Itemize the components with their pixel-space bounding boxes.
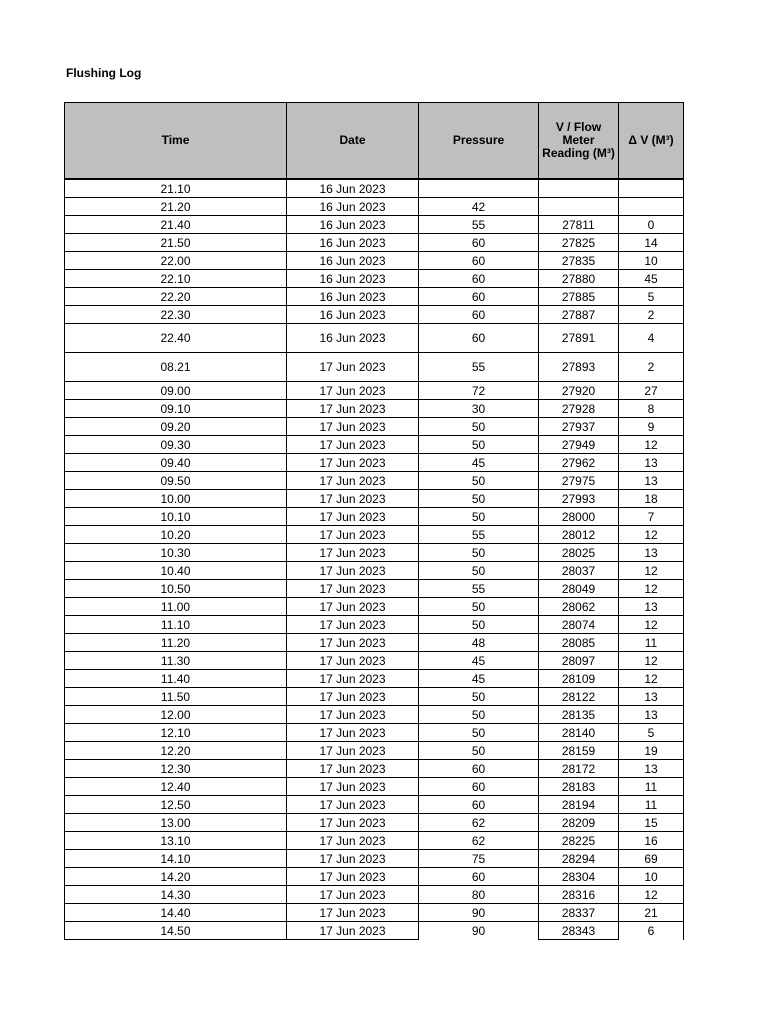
cell-date: 17 Jun 2023 [287,490,419,508]
cell-flow-reading: 28337 [539,904,619,922]
cell-flow-reading: 27893 [539,353,619,382]
table-row [65,598,684,616]
cell-date: 17 Jun 2023 [287,778,419,796]
cell-date: 17 Jun 2023 [287,454,419,472]
cell-flow-reading: 28343 [539,922,619,940]
cell-delta-v: 15 [619,814,684,832]
cell-pressure: 62 [419,832,539,850]
cell-date: 16 Jun 2023 [287,270,419,288]
cell-date: 16 Jun 2023 [287,234,419,252]
cell-pressure: 45 [419,670,539,688]
cell-pressure: 50 [419,688,539,706]
cell-pressure: 50 [419,616,539,634]
cell-flow-reading: 28304 [539,868,619,886]
cell-time: 09.00 [65,382,287,400]
cell-pressure: 72 [419,382,539,400]
cell-delta-v: 13 [619,544,684,562]
cell-time: 22.20 [65,288,287,306]
cell-flow-reading: 28085 [539,634,619,652]
cell-delta-v: 12 [619,652,684,670]
cell-flow-reading [539,179,619,198]
cell-pressure: 42 [419,198,539,216]
cell-delta-v: 13 [619,706,684,724]
cell-date: 16 Jun 2023 [287,198,419,216]
cell-date: 17 Jun 2023 [287,652,419,670]
table-row [65,580,684,598]
cell-time: 10.50 [65,580,287,598]
table-row [65,418,684,436]
cell-flow-reading: 27825 [539,234,619,252]
cell-date: 17 Jun 2023 [287,616,419,634]
cell-delta-v: 13 [619,454,684,472]
cell-date: 17 Jun 2023 [287,418,419,436]
cell-delta-v: 9 [619,418,684,436]
cell-time: 14.20 [65,868,287,886]
table-row [65,198,684,216]
cell-delta-v: 12 [619,616,684,634]
cell-flow-reading: 28097 [539,652,619,670]
cell-date: 17 Jun 2023 [287,760,419,778]
table-row [65,850,684,868]
table-row [65,324,684,353]
cell-pressure: 48 [419,634,539,652]
cell-time: 22.40 [65,324,287,353]
cell-time: 11.10 [65,616,287,634]
table-row [65,490,684,508]
cell-pressure: 55 [419,353,539,382]
cell-delta-v: 12 [619,562,684,580]
cell-time: 10.20 [65,526,287,544]
cell-date: 17 Jun 2023 [287,436,419,454]
cell-time: 13.10 [65,832,287,850]
cell-time: 09.40 [65,454,287,472]
cell-pressure: 50 [419,706,539,724]
cell-flow-reading: 28316 [539,886,619,904]
cell-date: 16 Jun 2023 [287,216,419,234]
cell-pressure: 60 [419,796,539,814]
cell-pressure: 50 [419,724,539,742]
cell-time: 12.00 [65,706,287,724]
table-row [65,288,684,306]
cell-date: 17 Jun 2023 [287,598,419,616]
cell-delta-v: 13 [619,598,684,616]
cell-pressure: 55 [419,526,539,544]
cell-flow-reading: 28122 [539,688,619,706]
cell-delta-v: 11 [619,634,684,652]
cell-pressure: 60 [419,324,539,353]
cell-time: 12.10 [65,724,287,742]
cell-flow-reading: 27993 [539,490,619,508]
cell-flow-reading: 28209 [539,814,619,832]
cell-pressure: 50 [419,742,539,760]
cell-time: 09.50 [65,472,287,490]
cell-time: 13.00 [65,814,287,832]
table-row [65,670,684,688]
cell-time: 14.50 [65,922,287,940]
cell-date: 17 Jun 2023 [287,724,419,742]
cell-time: 11.50 [65,688,287,706]
cell-flow-reading: 28109 [539,670,619,688]
cell-pressure: 90 [419,922,539,940]
cell-delta-v: 10 [619,252,684,270]
cell-date: 17 Jun 2023 [287,850,419,868]
cell-date: 17 Jun 2023 [287,562,419,580]
cell-flow-reading: 28074 [539,616,619,634]
page-title: Flushing Log [66,66,142,80]
cell-time: 09.10 [65,400,287,418]
cell-date: 17 Jun 2023 [287,382,419,400]
cell-pressure: 62 [419,814,539,832]
cell-date: 17 Jun 2023 [287,814,419,832]
cell-flow-reading: 28000 [539,508,619,526]
cell-pressure: 60 [419,234,539,252]
cell-time: 12.50 [65,796,287,814]
table-row [65,306,684,324]
cell-flow-reading: 28062 [539,598,619,616]
table-row [65,252,684,270]
cell-flow-reading: 28140 [539,724,619,742]
cell-pressure: 50 [419,598,539,616]
table-row [65,832,684,850]
cell-time: 11.30 [65,652,287,670]
table-row [65,179,684,198]
cell-delta-v: 11 [619,778,684,796]
cell-delta-v: 8 [619,400,684,418]
cell-flow-reading: 27920 [539,382,619,400]
table-body [65,179,684,940]
table-row [65,634,684,652]
cell-flow-reading: 28012 [539,526,619,544]
cell-time: 21.20 [65,198,287,216]
cell-flow-reading: 28159 [539,742,619,760]
cell-pressure: 90 [419,904,539,922]
cell-date: 17 Jun 2023 [287,742,419,760]
cell-flow-reading: 28294 [539,850,619,868]
table-row [65,400,684,418]
cell-pressure: 50 [419,418,539,436]
cell-flow-reading [539,198,619,216]
cell-delta-v: 13 [619,688,684,706]
cell-flow-reading: 27962 [539,454,619,472]
cell-pressure: 55 [419,216,539,234]
cell-time: 11.20 [65,634,287,652]
cell-date: 17 Jun 2023 [287,544,419,562]
cell-time: 21.50 [65,234,287,252]
cell-pressure: 75 [419,850,539,868]
cell-time: 14.40 [65,904,287,922]
column-header-time: Time [65,103,287,180]
cell-flow-reading: 28025 [539,544,619,562]
cell-delta-v: 18 [619,490,684,508]
cell-date: 16 Jun 2023 [287,179,419,198]
cell-time: 22.00 [65,252,287,270]
cell-flow-reading: 28135 [539,706,619,724]
table-row [65,922,684,940]
table-row [65,796,684,814]
cell-time: 08.21 [65,353,287,382]
cell-delta-v: 2 [619,353,684,382]
cell-flow-reading: 27949 [539,436,619,454]
cell-flow-reading: 28172 [539,760,619,778]
cell-time: 14.10 [65,850,287,868]
cell-pressure: 45 [419,652,539,670]
table-row [65,270,684,288]
cell-time: 10.00 [65,490,287,508]
cell-pressure: 45 [419,454,539,472]
cell-delta-v: 7 [619,508,684,526]
cell-flow-reading: 27880 [539,270,619,288]
cell-delta-v: 13 [619,760,684,778]
cell-pressure: 30 [419,400,539,418]
table-row [65,353,684,382]
cell-date: 17 Jun 2023 [287,400,419,418]
cell-pressure: 50 [419,472,539,490]
cell-pressure: 60 [419,778,539,796]
cell-pressure: 60 [419,288,539,306]
cell-time: 14.30 [65,886,287,904]
cell-delta-v: 12 [619,670,684,688]
cell-delta-v: 12 [619,580,684,598]
cell-date: 17 Jun 2023 [287,868,419,886]
cell-delta-v: 19 [619,742,684,760]
table-row [65,234,684,252]
table-row [65,544,684,562]
cell-date: 17 Jun 2023 [287,796,419,814]
cell-flow-reading: 27811 [539,216,619,234]
cell-date: 17 Jun 2023 [287,922,419,940]
cell-pressure: 60 [419,270,539,288]
cell-time: 12.40 [65,778,287,796]
cell-pressure: 60 [419,760,539,778]
cell-pressure: 55 [419,580,539,598]
cell-delta-v: 14 [619,234,684,252]
cell-time: 22.30 [65,306,287,324]
cell-delta-v: 12 [619,886,684,904]
cell-delta-v: 12 [619,436,684,454]
cell-delta-v: 2 [619,306,684,324]
cell-date: 17 Jun 2023 [287,832,419,850]
table-row [65,436,684,454]
cell-delta-v: 16 [619,832,684,850]
cell-time: 09.20 [65,418,287,436]
cell-flow-reading: 27928 [539,400,619,418]
cell-date: 17 Jun 2023 [287,526,419,544]
table-row [65,760,684,778]
cell-flow-reading: 28183 [539,778,619,796]
table-row [65,216,684,234]
cell-flow-reading: 28049 [539,580,619,598]
cell-time: 09.30 [65,436,287,454]
cell-time: 10.30 [65,544,287,562]
cell-date: 17 Jun 2023 [287,670,419,688]
cell-pressure: 60 [419,252,539,270]
cell-flow-reading: 27835 [539,252,619,270]
cell-date: 17 Jun 2023 [287,634,419,652]
cell-time: 12.30 [65,760,287,778]
column-header-date: Date [287,103,419,180]
cell-date: 17 Jun 2023 [287,508,419,526]
cell-date: 17 Jun 2023 [287,353,419,382]
cell-date: 16 Jun 2023 [287,306,419,324]
cell-pressure: 50 [419,508,539,526]
cell-delta-v: 5 [619,724,684,742]
cell-delta-v: 12 [619,526,684,544]
cell-pressure: 50 [419,436,539,454]
column-header-delta-v: Δ V (M³) [619,103,684,180]
table-row [65,688,684,706]
cell-delta-v: 11 [619,796,684,814]
table-row [65,472,684,490]
table-row [65,814,684,832]
table-row [65,562,684,580]
cell-date: 17 Jun 2023 [287,688,419,706]
cell-delta-v: 69 [619,850,684,868]
table-row [65,724,684,742]
table-row [65,454,684,472]
cell-date: 16 Jun 2023 [287,324,419,353]
table-row [65,742,684,760]
table-row [65,382,684,400]
cell-time: 22.10 [65,270,287,288]
cell-delta-v: 45 [619,270,684,288]
cell-time: 11.00 [65,598,287,616]
table-row [65,904,684,922]
cell-pressure: 50 [419,544,539,562]
cell-date: 17 Jun 2023 [287,472,419,490]
table-row [65,886,684,904]
cell-delta-v: 0 [619,216,684,234]
cell-flow-reading: 28037 [539,562,619,580]
cell-time: 10.40 [65,562,287,580]
cell-pressure: 60 [419,868,539,886]
cell-flow-reading: 27891 [539,324,619,353]
cell-delta-v: 4 [619,324,684,353]
cell-delta-v: 10 [619,868,684,886]
cell-flow-reading: 27975 [539,472,619,490]
cell-pressure [419,179,539,198]
cell-date: 17 Jun 2023 [287,886,419,904]
table-row [65,706,684,724]
cell-pressure: 50 [419,490,539,508]
table-row [65,616,684,634]
cell-flow-reading: 27937 [539,418,619,436]
cell-flow-reading: 28194 [539,796,619,814]
table-row [65,652,684,670]
cell-date: 17 Jun 2023 [287,580,419,598]
cell-delta-v: 21 [619,904,684,922]
column-header-pressure: Pressure [419,103,539,180]
cell-pressure: 60 [419,306,539,324]
cell-delta-v: 13 [619,472,684,490]
cell-delta-v [619,179,684,198]
cell-flow-reading: 27887 [539,306,619,324]
cell-time: 21.40 [65,216,287,234]
table-header-row [65,103,684,180]
cell-time: 21.10 [65,179,287,198]
table-row [65,508,684,526]
cell-date: 16 Jun 2023 [287,252,419,270]
cell-pressure: 50 [419,562,539,580]
cell-date: 17 Jun 2023 [287,706,419,724]
flushing-log-table [64,102,684,940]
table-row [65,868,684,886]
cell-pressure: 80 [419,886,539,904]
cell-date: 17 Jun 2023 [287,904,419,922]
cell-date: 16 Jun 2023 [287,288,419,306]
cell-time: 12.20 [65,742,287,760]
column-header-flow-meter-reading: V / Flow Meter Reading (M³) [539,103,619,180]
table-row [65,526,684,544]
cell-delta-v: 5 [619,288,684,306]
cell-time: 11.40 [65,670,287,688]
cell-delta-v: 27 [619,382,684,400]
cell-delta-v [619,198,684,216]
cell-flow-reading: 28225 [539,832,619,850]
cell-flow-reading: 27885 [539,288,619,306]
cell-time: 10.10 [65,508,287,526]
table-row [65,778,684,796]
cell-delta-v: 6 [619,922,684,940]
